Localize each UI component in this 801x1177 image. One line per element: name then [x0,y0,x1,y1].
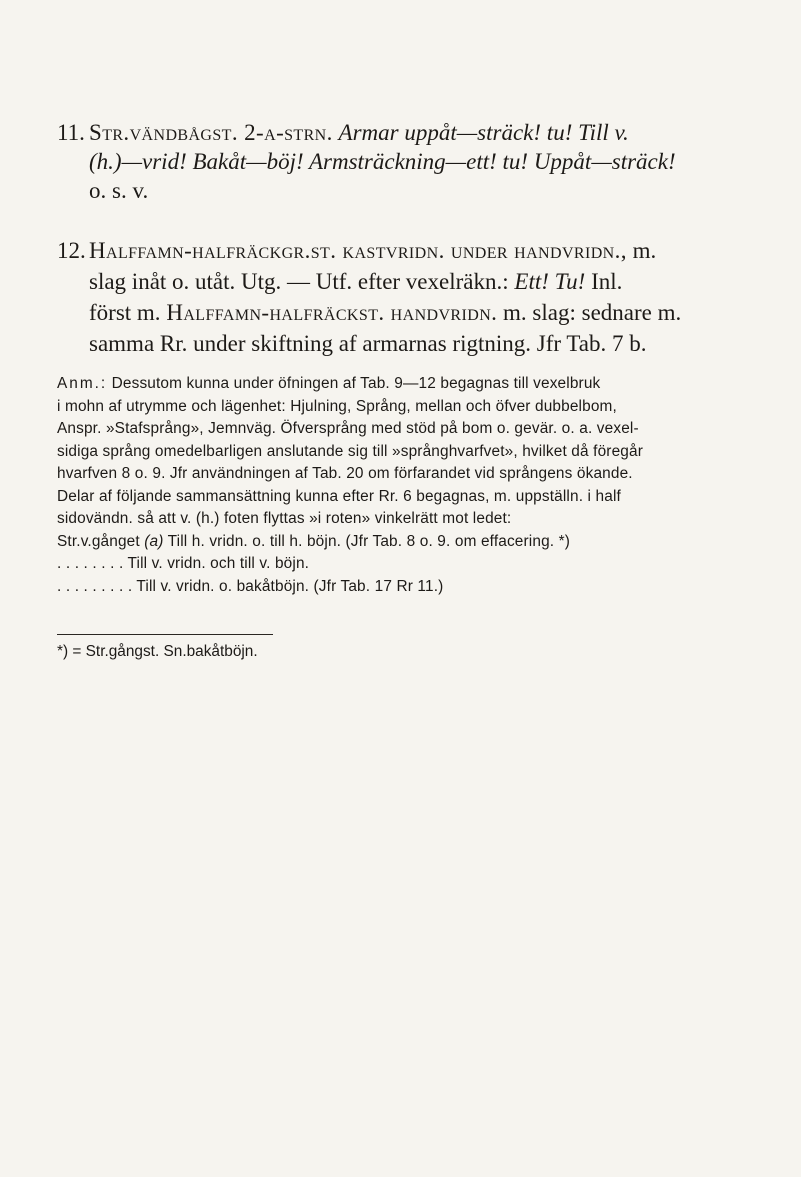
entry-12-subheading: Halffamn-halfräckst. handvridn. [166,300,498,325]
remark-line-10: . . . . . . . . . Till v. vridn. o. bakåtböjn. (Jfr Tab. 17 Rr 11.) [57,577,444,595]
entry-11-end: o. s. v. [89,178,149,203]
remark-line-6: Delar af följande sammansättning kunna efter Rr. 6 begagnas, m. uppställn. i half [57,487,621,505]
remark-block [57,373,771,598]
remark-line-1: Anm.: Dessutom kunna under öfningen af Tab. 9—12 begagnas till vexelbruk [57,375,601,392]
remark-line-9: . . . . . . . . Till v. vridn. och till v. böjn. [57,555,310,572]
entry-12-line-2: slag inåt o. utåt. Utg. — Utf. efter vexelräkn.: Ett! Tu! Inl. [89,269,623,294]
entry-12-heading: Halffamn-halfräckgr.st. kastvridn. under handvridn., [89,238,627,263]
footnote: *) = Str.gångst. Sn.bakåtböjn. [57,643,258,660]
footnote-divider [57,634,273,635]
entry-12 [57,235,771,359]
document-page [57,118,771,663]
remark-line-4: sidiga språng omedelbarligen anslutande sig till »språnghvarfvet», hvilket då föregår [57,442,643,460]
entry-12-line-1: Halffamn-halfräckgr.st. kastvridn. under handvridn., m. [89,238,657,263]
entry-12-line-4: samma Rr. under skiftning af armarnas rigtning. Jfr Tab. 7 b. [89,331,647,356]
remark-line-3: Anspr. »Stafsprång», Jemnväg. Öfversprång med stöd på bom o. gevär. o. a. vexel- [57,420,639,437]
entry-11 [57,118,771,205]
entry-12-line-3: först m. Halffamn-halfräckst. handvridn. m. slag: sednare m. [89,300,682,325]
remark-line-7: sidovändn. så att v. (h.) foten flyttas »i roten» vinkelrätt mot ledet: [57,510,512,527]
entry-11-number: 11. [57,120,85,145]
entry-11-line-1 [89,118,771,147]
entry-11-command-2: (h.)—vrid! Bakåt—böj! Armsträckning—ett! tu! Uppåt—sträck! [89,149,676,174]
remark-label: Anm.: [57,375,108,392]
entry-12-count-command: Ett! Tu! [514,269,586,294]
entry-12-number: 12. [57,238,86,263]
entry-11-command-1: Armar uppåt—sträck! tu! Till v. [338,120,629,145]
remark-line-8: Str.v.gånget (a) Till h. vridn. o. till h. böjn. (Jfr Tab. 8 o. 9. om effacering. *) [57,532,571,550]
remark-line-5: hvarfven 8 o. 9. Jfr användningen af Tab. 20 om förfarandet vid språngens ökande. [57,465,633,482]
remark-line-2: i mohn af utrymme och lägenhet: Hjulning, Språng, mellan och öfver dubbelbom, [57,397,617,415]
entry-11-heading: Str.vändbågst. 2-a-strn. [89,120,333,145]
